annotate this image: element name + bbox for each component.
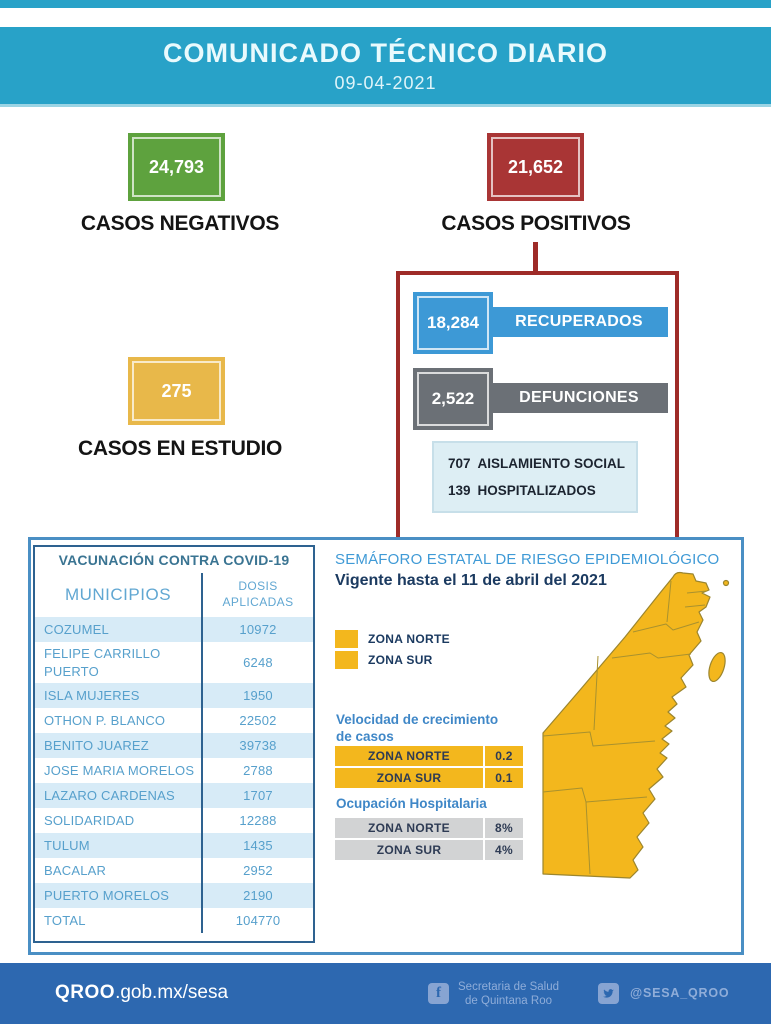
defunciones-value: 2,522 — [417, 372, 489, 426]
hospitalizados-value: 139 — [448, 483, 471, 498]
municipio-cell: BACALAR — [44, 862, 107, 878]
table-row — [35, 783, 313, 808]
municipio-cell: FELIPE CARRILLO PUERTO — [44, 646, 161, 679]
casos-estudio-value: 275 — [132, 361, 221, 421]
dosis-cell: 2952 — [201, 858, 313, 883]
report-date: 09-04-2021 — [334, 72, 437, 93]
dosis-cell: 2190 — [201, 883, 313, 908]
casos-positivos-label: CASOS POSITIVOS — [441, 212, 631, 235]
aislamiento-label: AISLAMIENTO SOCIAL — [477, 456, 626, 471]
facebook-line2: de Quintana Roo — [465, 995, 552, 1007]
flow-connector-line — [533, 242, 538, 272]
casos-negativos-label: CASOS NEGATIVOS — [80, 212, 280, 235]
zone-legend — [335, 630, 450, 672]
occupancy-title: Ocupación Hospitalaria — [336, 796, 487, 811]
municipio-cell: BENITO JUAREZ — [44, 737, 149, 753]
dosis-cell: 6248 — [201, 642, 313, 683]
zona-norte-swatch — [335, 630, 358, 648]
facebook-line1: Secretaria de Salud — [458, 981, 560, 993]
casos-estudio-box — [128, 357, 225, 425]
municipio-cell: PUERTO MORELOS — [44, 887, 170, 903]
table-row — [35, 758, 313, 783]
occupancy-rows — [335, 818, 523, 860]
legend-row — [335, 630, 450, 648]
table-row — [35, 708, 313, 733]
hospitalizados-label: HOSPITALIZADOS — [477, 483, 596, 498]
casos-positivos-value: 21,652 — [491, 137, 580, 197]
casos-estudio-label: CASOS EN ESTUDIO — [77, 437, 283, 460]
municipio-cell: LAZARO CARDENAS — [44, 787, 175, 803]
facebook-icon: f — [428, 983, 449, 1004]
zona-norte-label: ZONA NORTE — [368, 632, 450, 646]
recuperados-box — [413, 292, 493, 354]
semaforo-validity: Vigente hasta el 11 de abril del 2021 — [335, 572, 607, 589]
zone-value-cell: 0.1 — [483, 768, 523, 788]
table-row — [35, 883, 313, 908]
recuperados-ribbon: RECUPERADOS — [490, 307, 668, 337]
dosis-cell: 10972 — [201, 617, 313, 642]
zone-row — [335, 746, 523, 766]
twitter-icon — [598, 983, 619, 1004]
defunciones-box — [413, 368, 493, 430]
growth-rows — [335, 746, 523, 788]
vaccination-rows — [35, 617, 313, 933]
table-row — [35, 858, 313, 883]
dosis-cell: 1707 — [201, 783, 313, 808]
municipio-cell: TOTAL — [44, 912, 86, 928]
dosis-cell: 104770 — [201, 908, 313, 933]
table-row — [35, 733, 313, 758]
dosis-column-header: DOSIS APLICADAS — [201, 573, 313, 617]
casos-negativos-box — [128, 133, 225, 201]
dosis-cell: 39738 — [201, 733, 313, 758]
municipio-cell: COZUMEL — [44, 621, 109, 637]
vaccination-title: VACUNACIÓN CONTRA COVID-19 — [58, 552, 290, 568]
table-row — [35, 617, 313, 642]
table-row — [35, 908, 313, 933]
twitter-handle: @SESA_QROO — [630, 986, 730, 1000]
defunciones-ribbon: DEFUNCIONES — [490, 383, 668, 413]
municipios-column-header: MUNICIPIOS — [64, 585, 172, 604]
footer-site-rest: .gob.mx/sesa — [115, 982, 229, 1003]
dosis-cell: 12288 — [201, 808, 313, 833]
dosis-cell: 1435 — [201, 833, 313, 858]
municipio-cell: SOLIDARIDAD — [44, 812, 135, 828]
zone-row — [335, 768, 523, 788]
vaccination-table — [33, 545, 315, 943]
semaforo-title: SEMÁFORO ESTATAL DE RIESGO EPIDEMIOLÓGICO — [335, 551, 720, 568]
recuperados-value: 18,284 — [417, 296, 489, 350]
dosis-cell: 22502 — [201, 708, 313, 733]
table-row — [35, 642, 313, 683]
zone-value-cell: 0.2 — [483, 746, 523, 766]
zone-row — [335, 840, 523, 860]
zone-value-cell: 4% — [483, 840, 523, 860]
zona-sur-swatch — [335, 651, 358, 669]
dosis-cell: 1950 — [201, 683, 313, 708]
zone-cell: ZONA SUR — [376, 843, 442, 857]
footer-site-bold: QROO — [55, 982, 116, 1003]
zone-value-cell: 8% — [483, 818, 523, 838]
footer-bar — [0, 963, 771, 1024]
zone-row — [335, 818, 523, 838]
zona-sur-label: ZONA SUR — [368, 653, 433, 667]
vaccination-header-row — [35, 573, 313, 617]
legend-row — [335, 651, 450, 669]
aislamiento-value: 707 — [448, 456, 471, 471]
header-banner — [0, 27, 771, 107]
municipio-cell: TULUM — [44, 837, 90, 853]
page-title: COMUNICADO TÉCNICO DIARIO — [163, 37, 608, 68]
table-row — [35, 808, 313, 833]
municipio-cell: OTHON P. BLANCO — [44, 712, 166, 728]
facebook-handle — [458, 980, 559, 1008]
casos-negativos-value: 24,793 — [132, 137, 221, 197]
hospitalizados-line — [448, 483, 636, 498]
table-row — [35, 833, 313, 858]
top-accent-strip — [0, 0, 771, 8]
zone-cell: ZONA NORTE — [368, 821, 450, 835]
municipio-cell: ISLA MUJERES — [44, 687, 140, 703]
footer-website — [55, 982, 228, 1004]
dosis-cell: 2788 — [201, 758, 313, 783]
table-row — [35, 683, 313, 708]
aislamiento-infobox — [432, 441, 638, 513]
quintana-roo-map — [530, 560, 730, 880]
casos-positivos-box — [487, 133, 584, 201]
municipio-cell: JOSE MARIA MORELOS — [44, 762, 195, 778]
growth-title: Velocidad de crecimiento de casos — [336, 712, 499, 744]
zone-cell: ZONA NORTE — [368, 749, 450, 763]
aislamiento-line — [448, 456, 636, 471]
zone-cell: ZONA SUR — [376, 771, 442, 785]
